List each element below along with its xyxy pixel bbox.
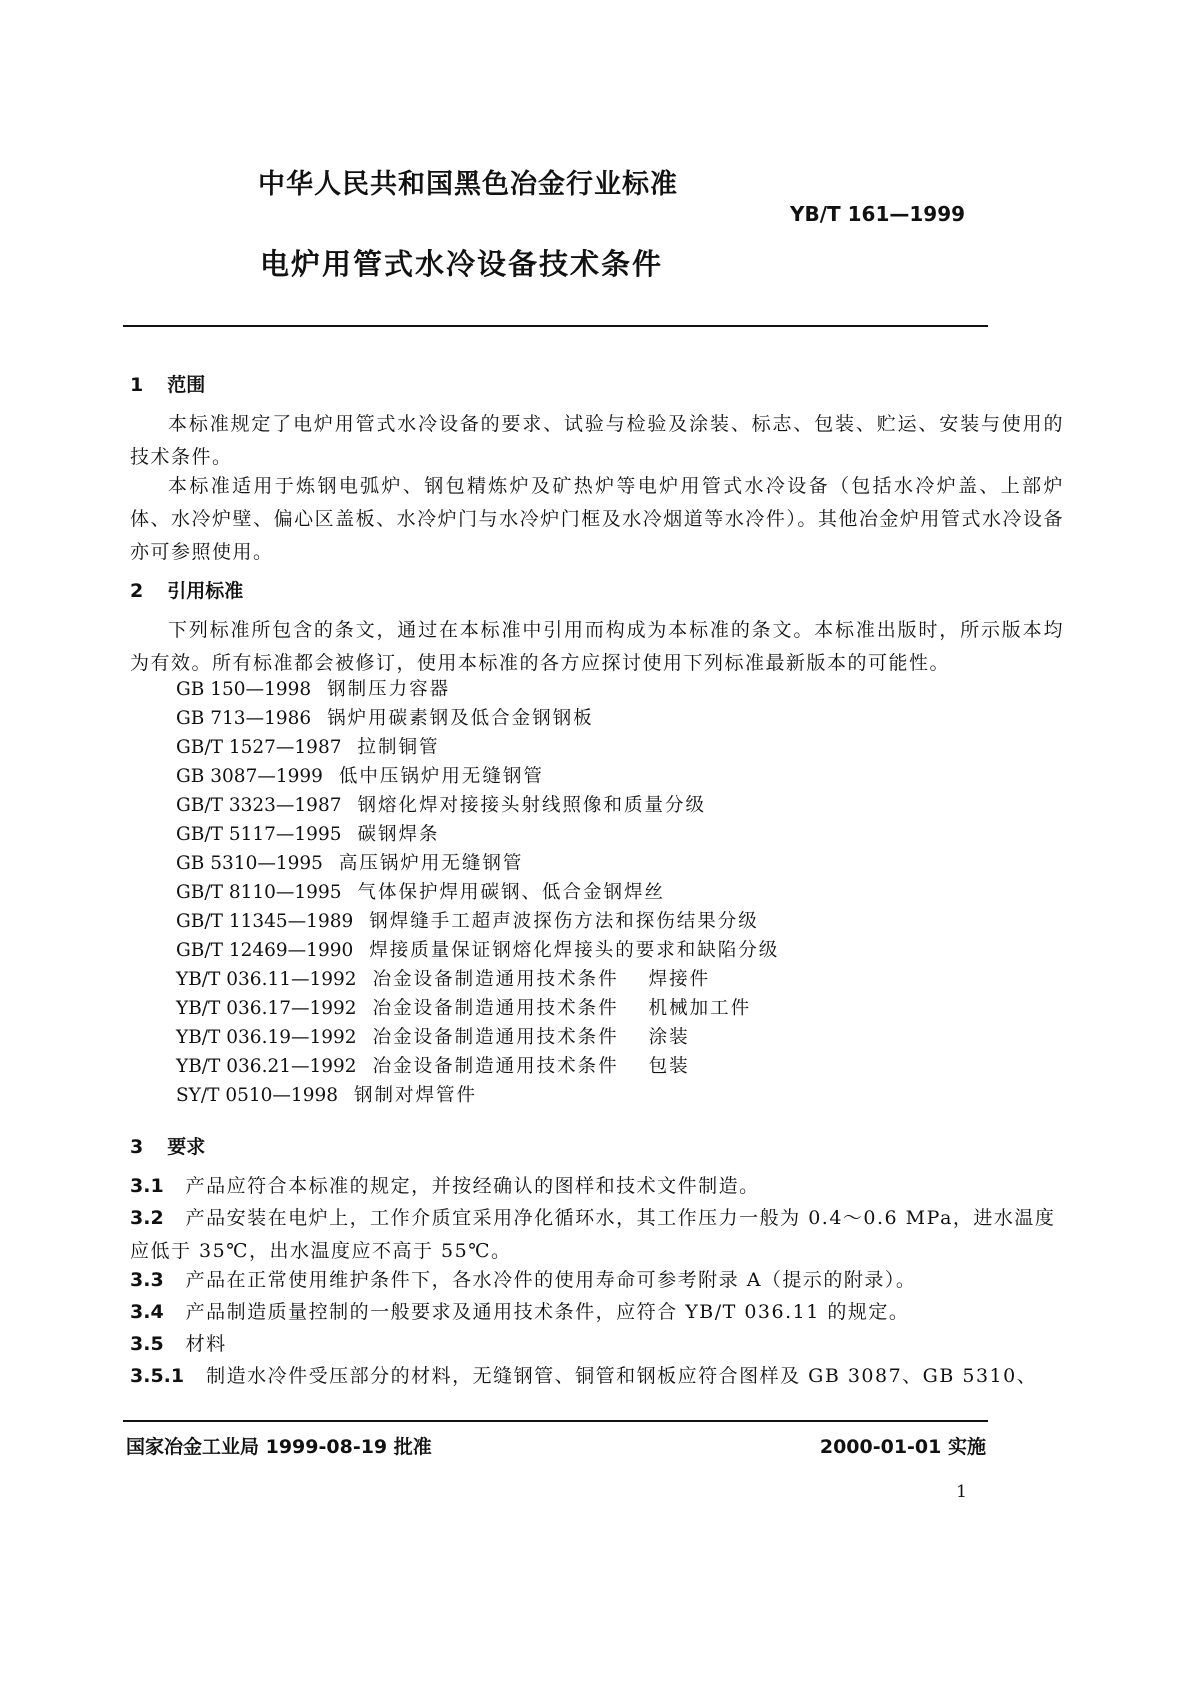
- document-title: 电炉用管式水冷设备技术条件: [260, 247, 664, 281]
- reference-item: GB/T 5117—1995 碳钢焊条: [176, 824, 440, 845]
- section-title: 引用标准: [167, 580, 244, 602]
- page-number: 1: [956, 1482, 967, 1502]
- reference-item: YB/T 036.21—1992 冶金设备制造通用技术条件 包装: [176, 1056, 690, 1077]
- section-1-paragraph-2: 本标准适用于炼钢电弧炉、钢包精炼炉及矿热炉等电炉用管式水冷设备（包括水冷炉盖、上部炉体、水冷炉壁、偏心区盖板、水冷炉门与水冷炉门框及水冷烟道等水冷件）。其他冶金炉用管式水冷设备亦可参照使用。: [130, 475, 1064, 563]
- reference-item: GB/T 8110—1995 气体保护焊用碳钢、低合金钢焊丝: [176, 882, 666, 903]
- clause-3-1: 3.1 产品应符合本标准的规定，并按经确认的图样和技术文件制造。: [130, 1175, 760, 1197]
- section-title: 要求: [167, 1136, 206, 1158]
- section-2-heading: [130, 576, 243, 603]
- reference-item: GB 5310—1995 高压锅炉用无缝钢管: [176, 853, 524, 874]
- reference-item: GB/T 1527—1987 拉制铜管: [176, 737, 440, 758]
- section-number: 3: [130, 1136, 144, 1158]
- clause-3-2: 3.2 产品安装在电炉上，工作介质宜采用净化循环水，其工作压力一般为 0.4～0.6 MPa，进水温度应低于 35℃，出水温度应不高于 55℃。: [130, 1207, 1056, 1262]
- reference-item: GB/T 3323—1987 钢熔化焊对接接头射线照像和质量分级: [176, 795, 707, 816]
- header-rule: [123, 325, 988, 327]
- clause-3-3: 3.3 产品在正常使用维护条件下，各水冷件的使用寿命可参考附录 A（提示的附录）。: [130, 1269, 917, 1291]
- effective-date: 2000-01-01 实施: [819, 1436, 986, 1458]
- section-3-heading: [130, 1132, 205, 1159]
- clause-3-5-1: 3.5.1 制造水冷件受压部分的材料，无缝钢管、铜管和钢板应符合图样及 GB 3087、GB 5310、: [130, 1365, 1038, 1387]
- reference-item: GB 3087—1999 低中压锅炉用无缝钢管: [176, 766, 544, 787]
- reference-item: YB/T 036.11—1992 冶金设备制造通用技术条件 焊接件: [176, 969, 711, 990]
- footer-rule: [123, 1420, 988, 1422]
- approval-line: 国家冶金工业局 1999-08-19 批准: [126, 1436, 432, 1458]
- clause-3-4: 3.4 产品制造质量控制的一般要求及通用技术条件，应符合 YB/T 036.11 的规定。: [130, 1301, 910, 1323]
- reference-item: SY/T 0510—1998 钢制对焊管件: [176, 1085, 478, 1106]
- standard-code: YB/T 161—1999: [790, 202, 966, 226]
- clause-3-5: 3.5 材料: [130, 1333, 227, 1355]
- reference-item: GB 150—1998 钢制压力容器: [176, 679, 451, 700]
- section-title: 范围: [167, 374, 206, 396]
- reference-item: GB/T 11345—1989 钢焊缝手工超声波探伤方法和探伤结果分级: [176, 911, 759, 932]
- reference-item: GB 713—1986 锅炉用碳素钢及低合金钢钢板: [176, 708, 594, 729]
- section-1-paragraph-1: 本标准规定了电炉用管式水冷设备的要求、试验与检验及涂装、标志、包装、贮运、安装与使用的技术条件。: [130, 413, 1064, 468]
- section-2-intro: 下列标准所包含的条文，通过在本标准中引用而构成为本标准的条文。本标准出版时，所示版本均为有效。所有标准都会被修订，使用本标准的各方应探讨使用下列标准最新版本的可能性。: [130, 619, 1064, 674]
- reference-item: YB/T 036.17—1992 冶金设备制造通用技术条件 机械加工件: [176, 998, 752, 1019]
- issuing-org-title: 中华人民共和国黑色冶金行业标准: [258, 169, 678, 200]
- section-number: 2: [130, 580, 144, 602]
- reference-item: GB/T 12469—1990 焊接质量保证钢熔化焊接头的要求和缺陷分级: [176, 940, 780, 961]
- reference-item: YB/T 036.19—1992 冶金设备制造通用技术条件 涂装: [176, 1027, 690, 1048]
- section-1-heading: [130, 370, 205, 397]
- section-number: 1: [130, 374, 144, 396]
